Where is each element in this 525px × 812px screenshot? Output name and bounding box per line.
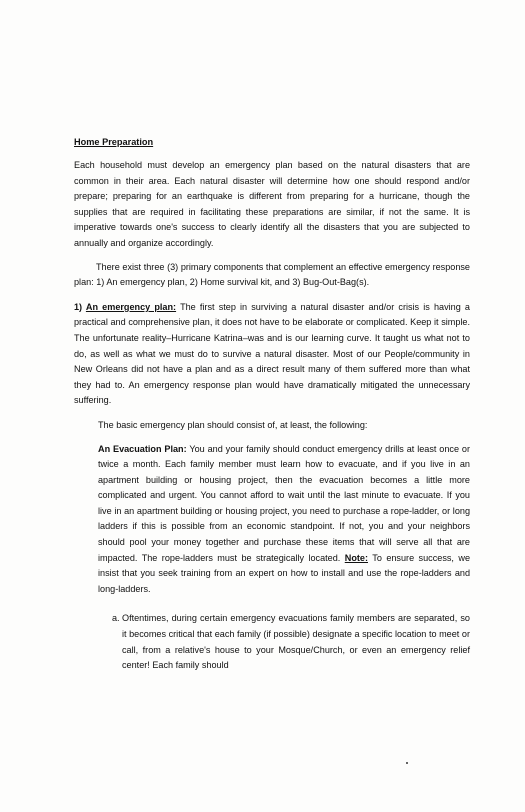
basic-plan-intro: The basic emergency plan should consist of, at least, the following:	[98, 419, 368, 430]
emergency-plan-paragraph	[74, 300, 470, 409]
list-item	[112, 611, 470, 673]
evacuation-note-text: To ensure success, we insist that you seek training from an expert on how to install and use the rope-ladders and long-ladders.	[98, 552, 470, 594]
section-heading: Home Preparation	[74, 137, 154, 147]
intro-paragraph: Each household must develop an emergency plan based on the natural disasters that are common in their area. Each natural disaster will determine how one should respond and/or prepare; preparing for an earthquake is different from preparing for a hurricane, though the supplies that are required in facilitating these preparations are similar, if not the same. It is imperative towards one's success to clearly identify all the disasters that you are subjected to annually and organize accordingly.	[74, 160, 470, 248]
emergency-plan-term: An emergency plan:	[85, 301, 177, 312]
note-label: Note:	[344, 552, 368, 563]
evacuation-plan-term: An Evacuation Plan:	[98, 443, 187, 454]
evacuation-plan-paragraph	[98, 442, 470, 598]
list-marker: a.	[112, 613, 120, 624]
emergency-plan-text: The first step in surviving a natural disaster and/or crisis is having a practical and comprehensive plan, it does not have to be elaborate or complicated. Keep it simple. The unfortunate reality–Hurricane Katrina–was and is our learning curve. It taught us what not to do, as well as what we must do to survive a natural disaster. Most of our People/community in New Orleans did not have a plan and as a direct result many of them suffered more than what they had to. An emergency response plan would have dramatically mitigated the unnecessary suffering.	[74, 301, 470, 406]
page-content	[74, 136, 470, 674]
list-item-text: Oftentimes, during certain emergency evacuations family members are separated, so it becomes critical that each family (if possible) designate a specific location to meet or call, from a relative's house to your Mosque/Church, or even an emergency relief center! Each family should	[122, 613, 470, 671]
item-number: 1)	[74, 301, 86, 312]
plan-details	[98, 418, 470, 598]
components-paragraph: There exist three (3) primary components that complement an effective emergency response plan: 1) An emergency plan, 2) Home survival kit, and 3) Bug-Out-Bag(s).	[74, 261, 470, 288]
evacuation-plan-text: You and your family should conduct emergency drills at least once or twice a month. Each family member must learn how to evacuate, and if you live in an apartment building or housing project, then the evacuation becomes a little more complicated and urgent. You cannot afford to wait until the last minute to evacuate. If you live in an apartment building or housing project, you need to purchase a rope-ladder, or long ladders if this is possible from an economic standpoint. If not, you and your neighbors should pool your money together and purchase these items that will serve all that are impacted. The rope-ladders must be strategically located.	[98, 443, 470, 563]
scan-speck	[406, 762, 408, 764]
